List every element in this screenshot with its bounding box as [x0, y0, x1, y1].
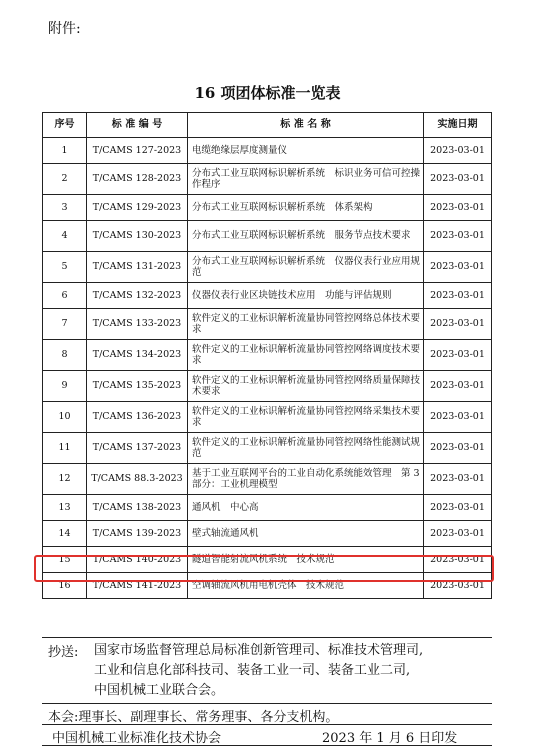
- footer-bottom-rule: [42, 745, 492, 746]
- table-row: [43, 521, 492, 547]
- row-number: 8: [43, 340, 87, 371]
- row-number: 9: [43, 371, 87, 402]
- row-number: 1: [43, 138, 87, 164]
- standard-name: 分布式工业互联网标识解析系统 标识业务可信可控操作程序: [188, 164, 424, 195]
- cc-line: 中国机械工业联合会。: [94, 683, 225, 698]
- standards-table: [42, 112, 492, 599]
- standard-code: T/CAMS 128-2023: [87, 164, 188, 195]
- row-highlight-box: [34, 555, 494, 582]
- standard-name: 隧道智能射流风机系统 技术规范: [188, 547, 424, 573]
- row-number: 7: [43, 309, 87, 340]
- row-number: 5: [43, 252, 87, 283]
- table-header-row: [43, 113, 492, 138]
- row-number: 11: [43, 433, 87, 464]
- row-number: 4: [43, 221, 87, 252]
- implementation-date: 2023-03-01: [424, 371, 492, 402]
- standard-name: 分布式工业互联网标识解析系统 仪器仪表行业应用规范: [188, 252, 424, 283]
- row-number: 15: [43, 547, 87, 573]
- implementation-date: 2023-03-01: [424, 464, 492, 495]
- table-row: [43, 371, 492, 402]
- standard-code: T/CAMS 130-2023: [87, 221, 188, 252]
- standard-name: 通风机 中心高: [188, 495, 424, 521]
- standard-code: T/CAMS 135-2023: [87, 371, 188, 402]
- table-row: [43, 221, 492, 252]
- standard-code: T/CAMS 127-2023: [87, 138, 188, 164]
- standard-code: T/CAMS 133-2023: [87, 309, 188, 340]
- standard-name: 分布式工业互联网标识解析系统 体系架构: [188, 195, 424, 221]
- standard-name: 软件定义的工业标识解析流量协同管控网络采集技术要求: [188, 402, 424, 433]
- footer-mid-rule: [42, 703, 492, 704]
- row-number: 10: [43, 402, 87, 433]
- table-row: [43, 283, 492, 309]
- table-row: [43, 495, 492, 521]
- implementation-date: 2023-03-01: [424, 433, 492, 464]
- table-row: [43, 195, 492, 221]
- standard-code: T/CAMS 131-2023: [87, 252, 188, 283]
- implementation-date: 2023-03-01: [424, 309, 492, 340]
- implementation-date: 2023-03-01: [424, 340, 492, 371]
- footer-rule-2: [42, 724, 492, 725]
- footer-top-rule: [42, 637, 492, 638]
- cc-label: 抄送:: [48, 645, 79, 660]
- standard-name: 软件定义的工业标识解析流量协同管控网络质量保障技术要求: [188, 371, 424, 402]
- standard-code: T/CAMS 138-2023: [87, 495, 188, 521]
- standard-code: T/CAMS 134-2023: [87, 340, 188, 371]
- standard-name: 软件定义的工业标识解析流量协同管控网络总体技术要求: [188, 309, 424, 340]
- implementation-date: 2023-03-01: [424, 164, 492, 195]
- standard-name: 软件定义的工业标识解析流量协同管控网络调度技术要求: [188, 340, 424, 371]
- implementation-date: 2023-03-01: [424, 195, 492, 221]
- attachment-label: 附件:: [48, 21, 81, 37]
- cc-recipients: [94, 641, 494, 701]
- table-row: [43, 340, 492, 371]
- standard-code: T/CAMS 132-2023: [87, 283, 188, 309]
- row-number: 2: [43, 164, 87, 195]
- column-header-code: 标 准 编 号: [87, 113, 188, 138]
- table-row: [43, 402, 492, 433]
- implementation-date: 2023-03-01: [424, 573, 492, 599]
- implementation-date: 2023-03-01: [424, 521, 492, 547]
- implementation-date: 2023-03-01: [424, 283, 492, 309]
- column-header-name: 标 准 名 称: [188, 113, 424, 138]
- standard-name: 壁式轴流通风机: [188, 521, 424, 547]
- document-title: 16 项团体标准一览表: [194, 84, 341, 102]
- standard-code: T/CAMS 140-2023: [87, 547, 188, 573]
- row-number: 3: [43, 195, 87, 221]
- standard-code: T/CAMS 141-2023: [87, 573, 188, 599]
- table-row: [43, 464, 492, 495]
- row-number: 13: [43, 495, 87, 521]
- implementation-date: 2023-03-01: [424, 547, 492, 573]
- standard-name: 软件定义的工业标识解析流量协同管控网络性能测试规范: [188, 433, 424, 464]
- row-number: 12: [43, 464, 87, 495]
- issue-date: 2023 年 1 月 6 日印发: [322, 731, 458, 746]
- internal-distribution: 本会:理事长、副理事长、常务理事、各分支机构。: [48, 710, 339, 725]
- implementation-date: 2023-03-01: [424, 402, 492, 433]
- cc-line: 国家市场监督管理总局标准创新管理司、标准技术管理司,: [94, 643, 424, 658]
- standard-name: 分布式工业互联网标识解析系统 服务节点技术要求: [188, 221, 424, 252]
- standard-code: T/CAMS 139-2023: [87, 521, 188, 547]
- standard-code: T/CAMS 129-2023: [87, 195, 188, 221]
- standard-name: 仪器仪表行业区块链技术应用 功能与评估规则: [188, 283, 424, 309]
- row-number: 14: [43, 521, 87, 547]
- column-header-date: 实施日期: [424, 113, 492, 138]
- column-header-no: 序号: [43, 113, 87, 138]
- issuing-organization: 中国机械工业标准化技术协会: [52, 731, 222, 746]
- standard-name: 基于工业互联网平台的工业自动化系统能效管理 第 3 部分：工业机理模型: [188, 464, 424, 495]
- implementation-date: 2023-03-01: [424, 138, 492, 164]
- row-number: 6: [43, 283, 87, 309]
- table-row: [43, 309, 492, 340]
- row-number: 16: [43, 573, 87, 599]
- standard-code: T/CAMS 137-2023: [87, 433, 188, 464]
- implementation-date: 2023-03-01: [424, 252, 492, 283]
- standard-name: 空调轴流风机用电机壳体 技术规范: [188, 573, 424, 599]
- standard-name: 电缆绝缘层厚度测量仪: [188, 138, 424, 164]
- cc-line: 工业和信息化部科技司、装备工业一司、装备工业二司,: [94, 663, 411, 678]
- table-row: [43, 138, 492, 164]
- table-row: [43, 164, 492, 195]
- standard-code: T/CAMS 88.3-2023: [87, 464, 188, 495]
- table-row: [43, 433, 492, 464]
- standard-code: T/CAMS 136-2023: [87, 402, 188, 433]
- table-row: [43, 252, 492, 283]
- implementation-date: 2023-03-01: [424, 495, 492, 521]
- implementation-date: 2023-03-01: [424, 221, 492, 252]
